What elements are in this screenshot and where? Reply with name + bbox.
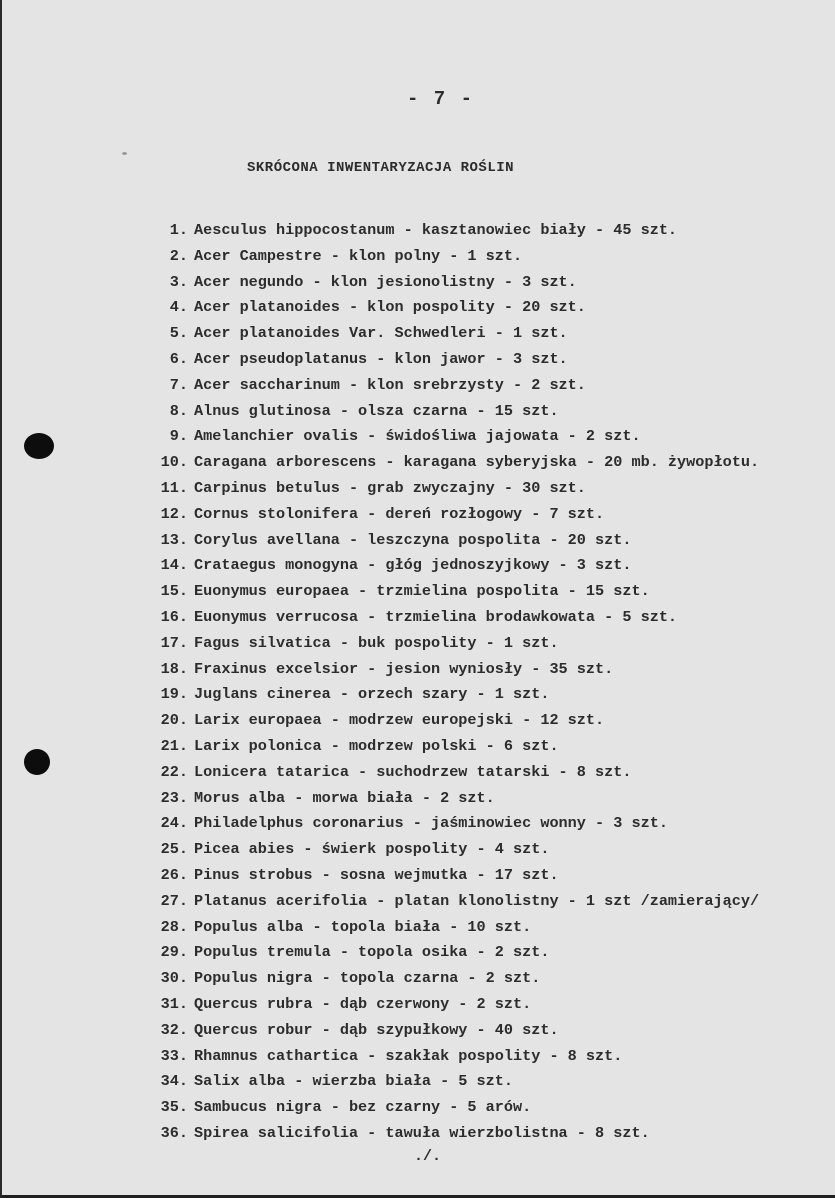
item-number: 33. xyxy=(160,1046,188,1065)
item-number: 32. xyxy=(160,1020,188,1039)
item-text: Fraxinus excelsior - jesion wyniosły - 35 szt. xyxy=(194,659,614,678)
item-number: 24. xyxy=(160,814,188,833)
item-text: Fagus silvatica - buk pospolity - 1 szt. xyxy=(194,633,559,652)
item-number: 36. xyxy=(160,1123,188,1142)
list-item xyxy=(148,450,759,476)
list-item xyxy=(148,321,759,347)
item-number: 31. xyxy=(160,994,188,1013)
list-item xyxy=(148,1121,759,1147)
list-item xyxy=(148,1095,759,1121)
list-item xyxy=(148,760,759,786)
list-item xyxy=(148,528,759,554)
list-item xyxy=(148,502,759,528)
item-number: 10. xyxy=(160,453,188,472)
item-number: 6. xyxy=(169,349,188,368)
list-item xyxy=(148,270,759,296)
list-item xyxy=(148,476,759,502)
item-text: Populus tremula - topola osika - 2 szt. xyxy=(194,943,550,962)
list-item xyxy=(148,424,759,450)
list-item xyxy=(148,579,759,605)
punch-hole-top xyxy=(24,433,54,459)
item-text: Amelanchier ovalis - świdośliwa jajowata - 2 szt. xyxy=(194,427,641,446)
list-item xyxy=(148,399,759,425)
page-number: - 7 - xyxy=(406,88,474,110)
item-number: 5. xyxy=(169,324,188,343)
item-text: Crataegus monogyna - głóg jednoszyjkowy - 3 szt. xyxy=(194,556,632,575)
list-item xyxy=(148,605,759,631)
item-text: Populus alba - topola biała - 10 szt. xyxy=(194,917,532,936)
item-number: 11. xyxy=(160,478,188,497)
list-item xyxy=(148,992,759,1018)
paper-speck xyxy=(122,152,127,155)
punch-hole-bottom xyxy=(24,749,50,775)
item-text: Caragana arborescens - karagana syberyjska - 20 mb. żywopłotu. xyxy=(194,453,760,472)
item-number: 30. xyxy=(160,969,188,988)
item-number: 19. xyxy=(160,685,188,704)
item-number: 22. xyxy=(160,762,188,781)
list-item xyxy=(148,553,759,579)
item-text: Larix europaea - modrzew europejski - 12 szt. xyxy=(194,711,605,730)
item-number: 27. xyxy=(160,891,188,910)
item-number: 1. xyxy=(169,221,188,239)
list-item xyxy=(148,811,759,837)
item-number: 2. xyxy=(169,246,188,265)
item-text: Euonymus verrucosa - trzmielina brodawkowata - 5 szt. xyxy=(194,607,678,626)
list-item xyxy=(148,1044,759,1070)
item-number: 21. xyxy=(160,736,188,755)
item-text: Acer platanoides - klon pospolity - 20 szt. xyxy=(194,298,586,317)
item-number: 17. xyxy=(160,633,188,652)
list-item xyxy=(148,708,759,734)
item-text: Cornus stolonifera - dereń rozłogowy - 7 szt. xyxy=(194,504,605,523)
item-text: Acer Campestre - klon polny - 1 szt. xyxy=(194,246,523,265)
item-number: 28. xyxy=(160,917,188,936)
item-number: 3. xyxy=(169,272,188,291)
item-text: Picea abies - świerk pospolity - 4 szt. xyxy=(194,840,550,859)
item-text: Acer pseudoplatanus - klon jawor - 3 szt. xyxy=(194,349,568,368)
item-text: Morus alba - morwa biała - 2 szt. xyxy=(194,788,495,807)
item-number: 14. xyxy=(160,556,188,575)
item-number: 26. xyxy=(160,865,188,884)
item-number: 35. xyxy=(160,1098,188,1117)
list-item xyxy=(148,786,759,812)
item-text: Pinus strobus - sosna wejmutka - 17 szt. xyxy=(194,865,559,884)
list-item xyxy=(148,734,759,760)
item-number: 20. xyxy=(160,711,188,730)
item-text: Corylus avellana - leszczyna pospolita - 20 szt. xyxy=(194,530,632,549)
list-item xyxy=(148,915,759,941)
list-item xyxy=(148,218,759,244)
item-number: 16. xyxy=(160,607,188,626)
plant-inventory-list xyxy=(148,218,759,1147)
item-number: 23. xyxy=(160,788,188,807)
item-number: 4. xyxy=(169,298,188,317)
list-item xyxy=(148,1018,759,1044)
item-number: 8. xyxy=(169,401,188,420)
item-text: Populus nigra - topola czarna - 2 szt. xyxy=(194,969,541,988)
continuation-mark: ./. xyxy=(414,1148,442,1165)
list-item xyxy=(148,682,759,708)
list-item xyxy=(148,837,759,863)
item-text: Juglans cinerea - orzech szary - 1 szt. xyxy=(194,685,550,704)
list-item xyxy=(148,657,759,683)
item-number: 15. xyxy=(160,582,188,601)
item-text: Sambucus nigra - bez czarny - 5 arów. xyxy=(194,1098,532,1117)
item-text: Philadelphus coronarius - jaśminowiec wonny - 3 szt. xyxy=(194,814,668,833)
item-text: Platanus acerifolia - platan klonolistny - 1 szt /zamierający/ xyxy=(194,891,760,910)
item-text: Alnus glutinosa - olsza czarna - 15 szt. xyxy=(194,401,559,420)
list-item xyxy=(148,863,759,889)
item-text: Euonymus europaea - trzmielina pospolita - 15 szt. xyxy=(194,582,650,601)
list-item xyxy=(148,889,759,915)
list-item xyxy=(148,244,759,270)
item-text: Spirea salicifolia - tawuła wierzbolistna - 8 szt. xyxy=(194,1123,650,1142)
item-number: 7. xyxy=(169,375,188,394)
item-number: 34. xyxy=(160,1072,188,1091)
item-number: 13. xyxy=(160,530,188,549)
item-text: Quercus rubra - dąb czerwony - 2 szt. xyxy=(194,994,532,1013)
item-text: Larix polonica - modrzew polski - 6 szt. xyxy=(194,736,559,755)
item-text: Carpinus betulus - grab zwyczajny - 30 szt. xyxy=(194,478,586,497)
item-number: 12. xyxy=(160,504,188,523)
item-text: Acer platanoides Var. Schwedleri - 1 szt. xyxy=(194,324,568,343)
item-text: Lonicera tatarica - suchodrzew tatarski - 8 szt. xyxy=(194,762,632,781)
list-item xyxy=(148,966,759,992)
item-text: Aesculus hippocostanum - kasztanowiec biały - 45 szt. xyxy=(194,221,678,239)
list-item xyxy=(148,295,759,321)
list-item xyxy=(148,1069,759,1095)
item-number: 29. xyxy=(160,943,188,962)
list-item xyxy=(148,940,759,966)
item-number: 18. xyxy=(160,659,188,678)
list-item xyxy=(148,347,759,373)
item-number: 25. xyxy=(160,840,188,859)
list-item xyxy=(148,373,759,399)
list-item xyxy=(148,631,759,657)
item-text: Salix alba - wierzba biała - 5 szt. xyxy=(194,1072,513,1091)
item-number: 9. xyxy=(169,427,188,446)
item-text: Acer saccharinum - klon srebrzysty - 2 szt. xyxy=(194,375,586,394)
item-text: Rhamnus cathartica - szakłak pospolity - 8 szt. xyxy=(194,1046,623,1065)
item-text: Quercus robur - dąb szypułkowy - 40 szt. xyxy=(194,1020,559,1039)
item-text: Acer negundo - klon jesionolistny - 3 szt. xyxy=(194,272,577,291)
document-title: SKRÓCONA INWENTARYZACJA ROŚLIN xyxy=(247,160,515,176)
